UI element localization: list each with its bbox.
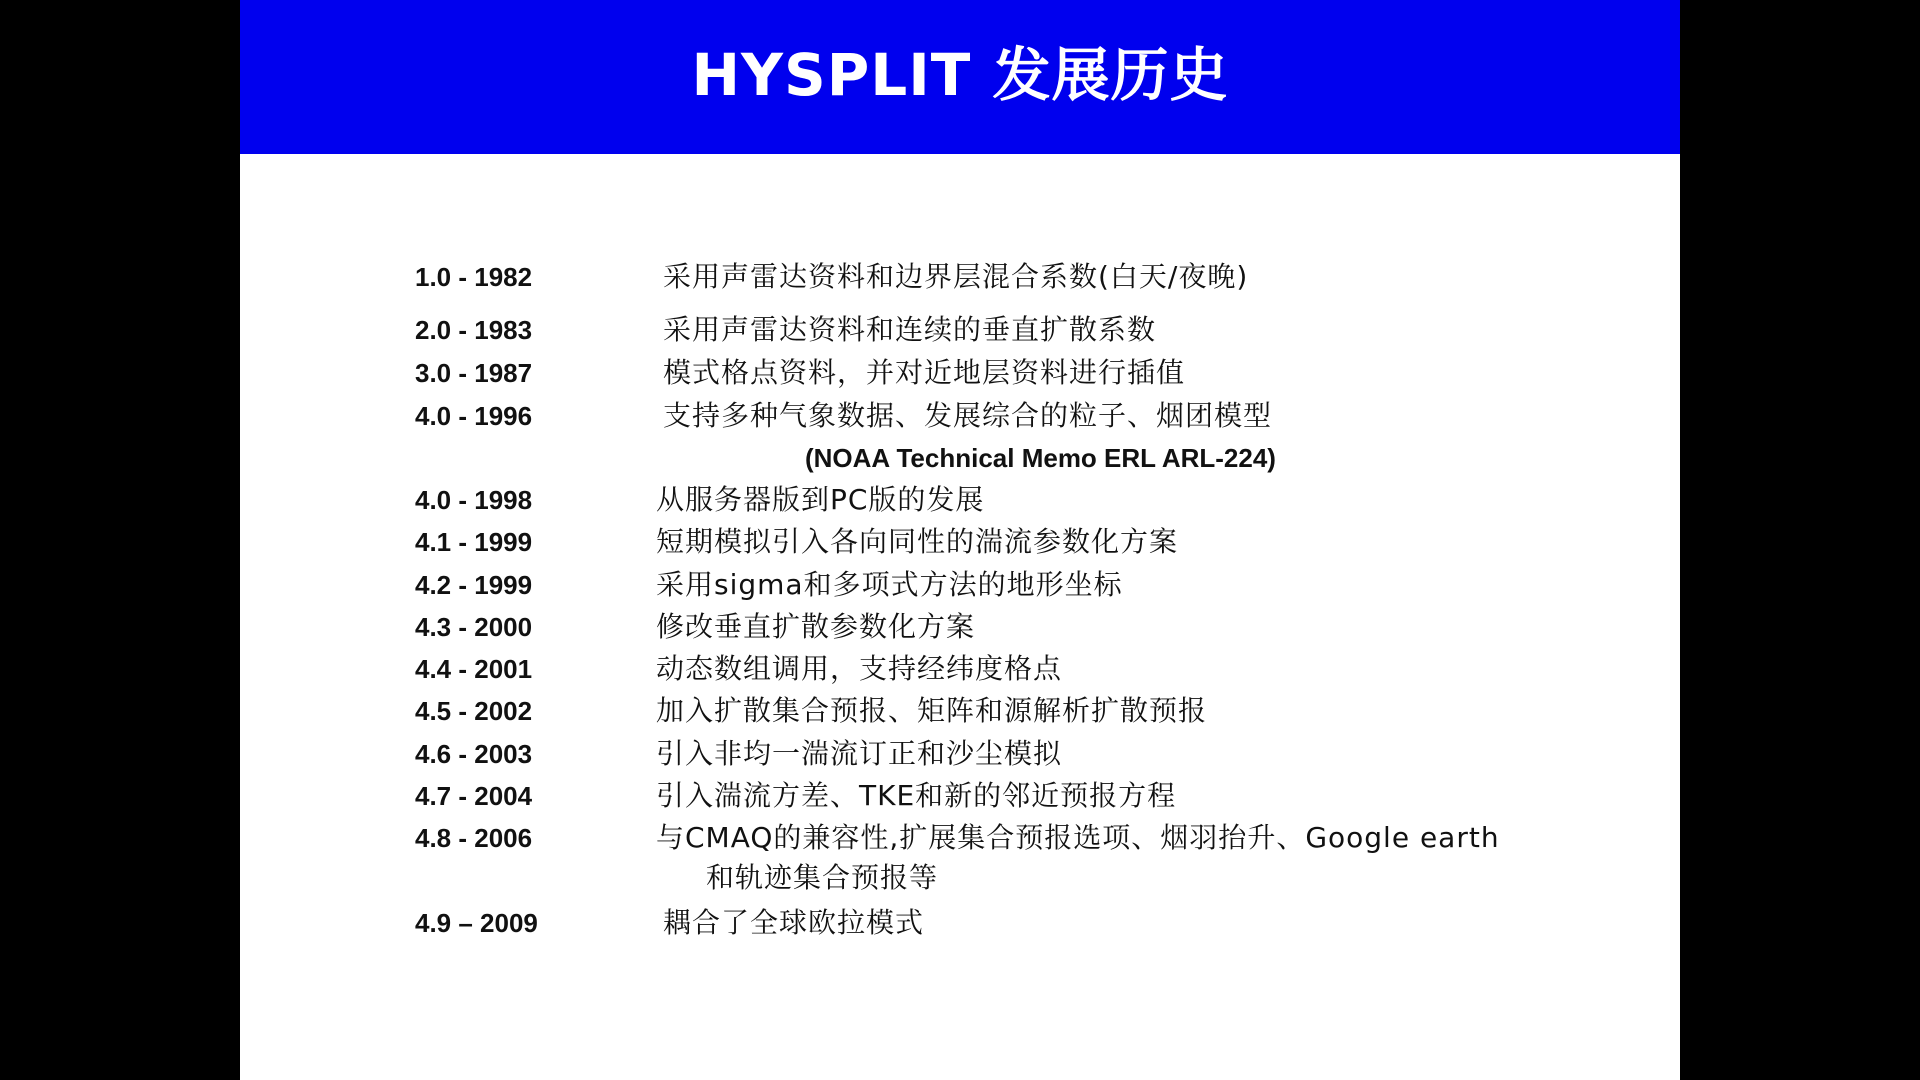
version-description: 引入湍流方差、TKE和新的邻近预报方程 — [656, 779, 1177, 812]
version-date: 3.0 - 1987 — [415, 358, 533, 388]
version-date: 4.6 - 2003 — [415, 739, 533, 769]
reference-note: (NOAA Technical Memo ERL ARL-224) — [805, 443, 1276, 473]
version-description-continuation: 和轨迹集合预报等 — [706, 861, 939, 894]
version-date: 4.8 - 2006 — [415, 823, 533, 853]
version-description: 从服务器版到PC版的发展 — [656, 483, 985, 516]
version-date: 2.0 - 1983 — [415, 315, 533, 345]
version-date: 4.3 - 2000 — [415, 612, 533, 642]
version-description: 采用声雷达资料和边界层混合系数(白天/夜晚) — [663, 260, 1249, 293]
version-date: 4.5 - 2002 — [415, 696, 533, 726]
slide-title: HYSPLIT 发展历史 — [691, 41, 1229, 109]
version-description: 加入扩散集合预报、矩阵和源解析扩散预报 — [656, 694, 1208, 727]
version-date: 4.1 - 1999 — [415, 527, 533, 557]
version-date: 4.0 - 1998 — [415, 485, 533, 515]
version-date: 1.0 - 1982 — [415, 262, 533, 292]
title-bar — [240, 0, 1680, 154]
version-date: 4.9 – 2009 — [415, 908, 538, 938]
version-description: 采用sigma和多项式方法的地形坐标 — [656, 568, 1123, 601]
version-description: 支持多种气象数据、发展综合的粒子、烟团模型 — [663, 399, 1273, 432]
version-description: 与CMAQ的兼容性,扩展集合预报选项、烟羽抬升、Google earth — [656, 821, 1500, 854]
version-description: 采用声雷达资料和连续的垂直扩散系数 — [663, 313, 1157, 346]
version-description: 引入非均一湍流订正和沙尘模拟 — [656, 737, 1063, 770]
version-date: 4.7 - 2004 — [415, 781, 533, 811]
version-date: 4.0 - 1996 — [415, 401, 533, 431]
slide — [240, 0, 1680, 1080]
version-description: 耦合了全球欧拉模式 — [663, 906, 925, 939]
version-description: 短期模拟引入各向同性的湍流参数化方案 — [656, 525, 1179, 558]
version-description: 修改垂直扩散参数化方案 — [656, 610, 976, 643]
version-date: 4.2 - 1999 — [415, 570, 533, 600]
version-description: 动态数组调用，支持经纬度格点 — [656, 652, 1063, 685]
version-description: 模式格点资料，并对近地层资料进行插值 — [663, 356, 1186, 389]
version-date: 4.4 - 2001 — [415, 654, 533, 684]
